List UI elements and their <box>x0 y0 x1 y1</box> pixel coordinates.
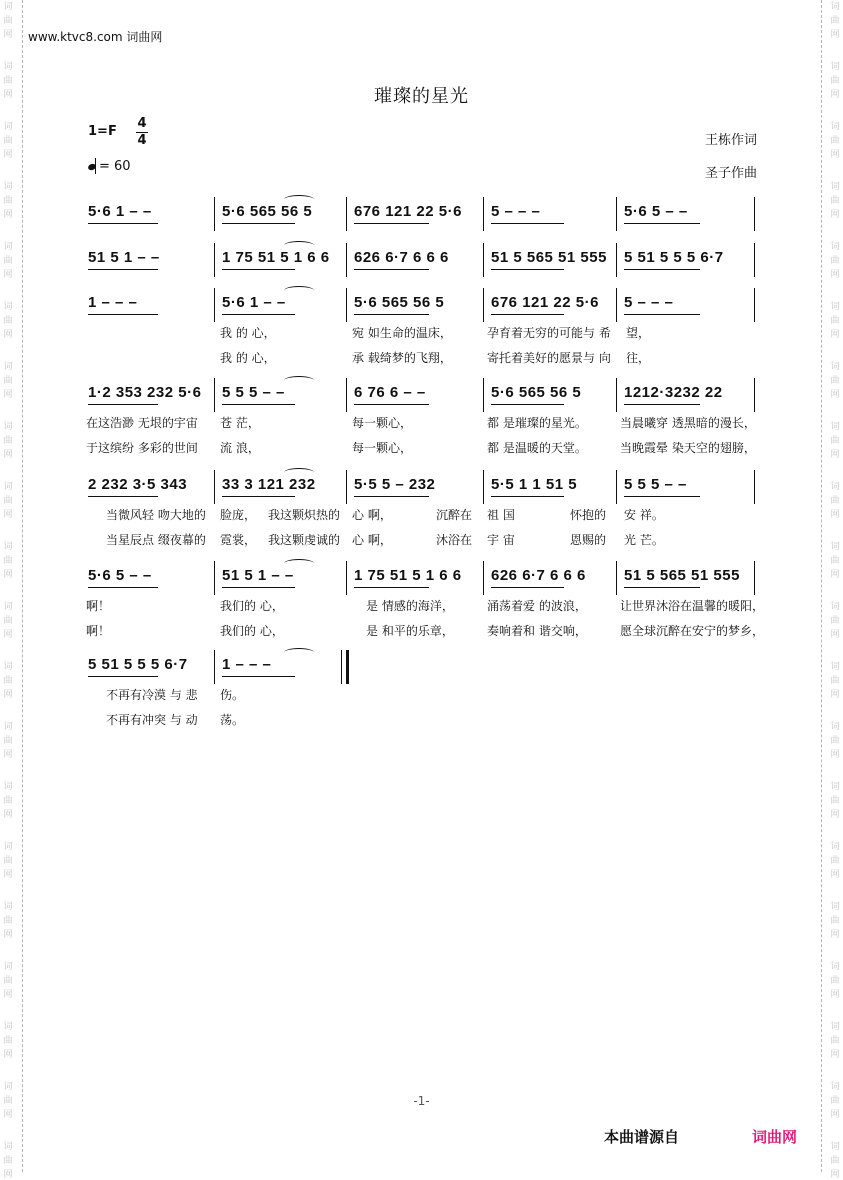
watermark-char: 曲 <box>830 1036 840 1046</box>
measure: 626 6·7 6 6 6 <box>354 249 449 266</box>
lyric-fragment: 啊！ <box>86 599 111 613</box>
lyric-fragment: 当星辰点 缀夜幕的 <box>106 533 206 547</box>
watermark-char: 网 <box>830 150 840 160</box>
lyric-fragment: 我这颗炽热的 <box>268 508 341 522</box>
beam-line <box>88 314 158 315</box>
watermark-char: 网 <box>830 1170 840 1180</box>
watermark-char: 网 <box>3 150 13 160</box>
barline <box>754 197 755 231</box>
measure: 5·6 1 – – <box>222 294 286 311</box>
measure: 676 121 22 5·6 <box>491 294 599 311</box>
measure: 5·6 565 56 5 <box>491 384 582 401</box>
watermark-char: 词 <box>830 1022 840 1032</box>
slur-arc <box>284 468 314 477</box>
watermark-char: 曲 <box>830 1156 840 1166</box>
credits <box>705 124 757 190</box>
barline <box>754 243 755 277</box>
measure: 5·5 5 – 232 <box>354 476 436 493</box>
key-signature: 1=F <box>88 124 117 139</box>
beam-line <box>491 269 564 270</box>
lyric-fragment: 让世界沐浴在温馨的暖阳， <box>620 599 765 613</box>
watermark-char: 曲 <box>830 16 840 26</box>
barline <box>214 243 215 277</box>
watermark-char: 曲 <box>3 136 13 146</box>
time-signature-bottom: 4 <box>137 133 147 148</box>
site-url[interactable]: www.ktvc8.com 词曲网 <box>28 30 163 44</box>
watermark-char: 曲 <box>830 256 840 266</box>
barline <box>214 470 215 504</box>
footer-source: 本曲谱源自 <box>604 1128 680 1146</box>
watermark-char: 曲 <box>830 676 840 686</box>
watermark-char: 网 <box>830 30 840 40</box>
measure: 5 – – – <box>624 294 674 311</box>
watermark-char: 网 <box>3 450 13 460</box>
watermark-char: 词 <box>3 182 13 192</box>
watermark-char: 词 <box>830 302 840 312</box>
watermark-char: 曲 <box>830 196 840 206</box>
watermark-char: 曲 <box>3 976 13 986</box>
lyric-fragment: 啊！ <box>86 624 111 638</box>
watermark-char: 网 <box>830 390 840 400</box>
watermark-char: 词 <box>3 1142 13 1152</box>
watermark-char: 词 <box>830 962 840 972</box>
barline <box>754 378 755 412</box>
lyric-fragment: 望， <box>626 326 651 340</box>
watermark-char: 词 <box>830 182 840 192</box>
watermark-char: 曲 <box>830 436 840 446</box>
lyric-fragment: 在这浩渺 无垠的宇宙 <box>86 416 198 430</box>
watermark-char: 网 <box>3 1170 13 1180</box>
watermark-char: 曲 <box>3 1036 13 1046</box>
measure: 1 – – – <box>88 294 138 311</box>
song-title: 璀璨的星光 <box>374 86 469 107</box>
watermark-char: 曲 <box>830 316 840 326</box>
watermark-char: 词 <box>830 542 840 552</box>
lyric-fragment: 沉醉在 <box>436 508 473 522</box>
barline <box>616 561 617 595</box>
watermark-char: 曲 <box>3 916 13 926</box>
watermark-char: 网 <box>3 990 13 1000</box>
watermark-char: 词 <box>3 122 13 132</box>
measure: 5·6 5 – – <box>88 567 152 584</box>
lyric-fragment: 每一颗心， <box>352 441 413 455</box>
watermark-char: 词 <box>830 722 840 732</box>
watermark-char: 词 <box>3 62 13 72</box>
lyric-fragment: 孕育着无穷的可能与 希 <box>487 326 611 340</box>
lyric-fragment: 寄托着美好的愿景与 向 <box>487 351 611 365</box>
watermark-char: 曲 <box>3 376 13 386</box>
watermark-char: 网 <box>3 390 13 400</box>
lyric-fragment: 沐浴在 <box>436 533 473 547</box>
barline <box>483 243 484 277</box>
barline <box>483 197 484 231</box>
lyric-fragment: 不再有冷漠 与 悲 <box>106 688 198 702</box>
watermark-char: 曲 <box>830 136 840 146</box>
beam-line <box>354 496 429 497</box>
beam-line <box>624 269 700 270</box>
beam-line <box>354 404 429 405</box>
lyric-fragment: 我 的 心， <box>220 326 276 340</box>
watermark-char: 网 <box>3 750 13 760</box>
beam-line <box>222 223 295 224</box>
measure: 5 – – – <box>491 203 541 220</box>
watermark-char: 网 <box>3 1050 13 1060</box>
watermark-char: 曲 <box>830 616 840 626</box>
beam-line <box>88 676 158 677</box>
watermark-char: 网 <box>3 510 13 520</box>
measure: 5·5 1 1 51 5 <box>491 476 578 493</box>
lyric-fragment: 我这颗虔诚的 <box>268 533 341 547</box>
time-signature-top: 4 <box>137 116 147 131</box>
barline <box>346 470 347 504</box>
staff-row <box>0 249 843 279</box>
barline <box>346 243 347 277</box>
lyric-fragment: 每一颗心， <box>352 416 413 430</box>
watermark-char: 网 <box>3 330 13 340</box>
final-barline-thin <box>341 650 342 684</box>
composer: 圣子作曲 <box>704 166 757 181</box>
beam-line <box>88 404 158 405</box>
watermark-char: 曲 <box>830 1096 840 1106</box>
watermark-char: 词 <box>3 362 13 372</box>
beam-line <box>222 314 295 315</box>
watermark-char: 网 <box>830 450 840 460</box>
barline <box>214 288 215 322</box>
lyric-fragment: 当晨曦穿 透黑暗的漫长， <box>620 416 756 430</box>
watermark-char: 词 <box>830 1082 840 1092</box>
beam-line <box>222 404 295 405</box>
watermark-char: 曲 <box>3 76 13 86</box>
barline <box>616 197 617 231</box>
watermark-char: 曲 <box>3 1156 13 1166</box>
watermark-char: 词 <box>3 1022 13 1032</box>
measure: 5 5 5 – – <box>624 476 687 493</box>
barline <box>483 470 484 504</box>
lyric-fragment: 我们的 心， <box>220 599 284 613</box>
measure: 1 – – – <box>222 656 272 673</box>
barline <box>346 378 347 412</box>
watermark-char: 词 <box>3 662 13 672</box>
beam-line <box>88 269 158 270</box>
beam-line <box>222 269 295 270</box>
watermark-char: 词 <box>830 62 840 72</box>
measure: 1212·3232 22 <box>624 384 723 401</box>
watermark-char: 词 <box>3 2 13 12</box>
measure: 2 232 3·5 343 <box>88 476 188 493</box>
beam-line <box>491 404 564 405</box>
watermark-char: 网 <box>3 630 13 640</box>
lyric-fragment: 心 啊， <box>352 533 392 547</box>
watermark-char: 曲 <box>3 436 13 446</box>
measure: 6 76 6 – – <box>354 384 426 401</box>
lyric-fragment: 都 是璀璨的星光。 <box>487 416 587 430</box>
watermark-char: 词 <box>3 482 13 492</box>
watermark-char: 网 <box>830 630 840 640</box>
lyric-fragment: 流 浪， <box>220 441 260 455</box>
barline <box>616 470 617 504</box>
slur-arc <box>284 648 314 657</box>
beam-line <box>624 314 700 315</box>
watermark-char: 词 <box>3 542 13 552</box>
lyric-fragment: 承 载绮梦的飞翔， <box>352 351 452 365</box>
lyric-fragment: 怀抱的 <box>570 508 607 522</box>
measure: 5 51 5 5 5 6·7 <box>88 656 188 673</box>
footer-brand[interactable]: 词曲网 <box>752 1128 798 1146</box>
watermark-char: 网 <box>3 90 13 100</box>
watermark-char: 词 <box>3 302 13 312</box>
beam-line <box>222 496 295 497</box>
lyric-fragment: 苍 茫， <box>220 416 260 430</box>
watermark-char: 网 <box>830 690 840 700</box>
watermark-char: 曲 <box>830 736 840 746</box>
watermark-char: 曲 <box>3 676 13 686</box>
slur-arc <box>284 241 314 250</box>
watermark-char: 曲 <box>830 556 840 566</box>
slur-arc <box>284 376 314 385</box>
measure: 676 121 22 5·6 <box>354 203 462 220</box>
staff-row <box>0 203 843 233</box>
lyric-fragment: 我 的 心， <box>220 351 276 365</box>
beam-line <box>222 587 295 588</box>
beam-line <box>354 269 429 270</box>
beam-line <box>88 223 158 224</box>
lyric-fragment: 愿全球沉醉在安宁的梦乡， <box>620 624 765 638</box>
lyric-fragment: 恩赐的 <box>570 533 607 547</box>
barline <box>616 378 617 412</box>
staff-row <box>0 476 843 506</box>
watermark-char: 词 <box>3 842 13 852</box>
watermark-char: 网 <box>830 930 840 940</box>
watermark-char: 曲 <box>830 796 840 806</box>
watermark-char: 词 <box>3 422 13 432</box>
lyric-fragment: 宇 宙 <box>487 533 515 547</box>
tempo-value: = 60 <box>99 159 131 174</box>
beam-line <box>354 314 429 315</box>
beam-line <box>624 496 700 497</box>
watermark-char: 词 <box>830 242 840 252</box>
watermark-char: 词 <box>830 902 840 912</box>
measure: 1 75 51 5 1 6 6 <box>354 567 462 584</box>
lyric-fragment: 是 情感的海洋， <box>366 599 454 613</box>
barline <box>346 561 347 595</box>
beam-line <box>624 404 700 405</box>
lyric-fragment: 安 祥。 <box>624 508 664 522</box>
slur-arc <box>284 195 314 204</box>
watermark-char: 词 <box>3 962 13 972</box>
beam-line <box>624 587 700 588</box>
watermark-char: 曲 <box>3 316 13 326</box>
barline <box>616 243 617 277</box>
beam-line <box>354 587 429 588</box>
staff-row <box>0 567 843 597</box>
measure: 51 5 565 51 555 <box>624 567 740 584</box>
watermark-char: 曲 <box>3 1096 13 1106</box>
barline <box>346 197 347 231</box>
lyric-fragment: 涌荡着爱 的波浪， <box>487 599 587 613</box>
beam-line <box>88 496 158 497</box>
watermark-char: 曲 <box>3 196 13 206</box>
barline <box>483 288 484 322</box>
staff-row <box>0 384 843 414</box>
lyric-fragment: 不再有冲突 与 动 <box>106 713 198 727</box>
barline <box>346 650 349 684</box>
watermark-char: 曲 <box>3 856 13 866</box>
watermark-char: 网 <box>830 570 840 580</box>
watermark-char: 词 <box>830 782 840 792</box>
beam-line <box>354 223 429 224</box>
watermark-char: 网 <box>3 1110 13 1120</box>
lyric-fragment: 我们的 心， <box>220 624 284 638</box>
watermark-char: 网 <box>830 330 840 340</box>
watermark-char: 网 <box>3 810 13 820</box>
watermark-char: 曲 <box>830 376 840 386</box>
watermark-char: 曲 <box>830 76 840 86</box>
lyric-fragment: 奏响着和 谐交响， <box>487 624 587 638</box>
watermark-char: 曲 <box>3 16 13 26</box>
time-signature <box>136 117 148 148</box>
watermark-char: 网 <box>3 690 13 700</box>
watermark-char: 网 <box>3 30 13 40</box>
lyricist: 王栋作词 <box>704 133 757 148</box>
watermark-char: 词 <box>830 602 840 612</box>
staff-row <box>0 294 843 324</box>
watermark-char: 网 <box>3 570 13 580</box>
lyric-fragment: 光 芒。 <box>624 533 664 547</box>
watermark-char: 曲 <box>3 616 13 626</box>
lyric-fragment: 心 啊， <box>352 508 392 522</box>
lyric-fragment: 于这缤纷 多彩的世间 <box>86 441 198 455</box>
watermark-char: 网 <box>830 90 840 100</box>
watermark-char: 网 <box>3 270 13 280</box>
watermark-char: 词 <box>830 482 840 492</box>
watermark-char: 网 <box>830 510 840 520</box>
watermark-char: 词 <box>830 122 840 132</box>
watermark-char: 网 <box>830 210 840 220</box>
measure: 5 5 5 – – <box>222 384 285 401</box>
watermark-char: 词 <box>830 2 840 12</box>
watermark-char: 网 <box>830 270 840 280</box>
watermark-char: 曲 <box>830 856 840 866</box>
lyric-fragment: 当微风轻 吻大地的 <box>106 508 206 522</box>
measure: 51 5 1 – – <box>222 567 294 584</box>
measure: 51 5 1 – – <box>88 249 160 266</box>
beam-line <box>491 587 564 588</box>
barline <box>214 197 215 231</box>
beam-line <box>624 223 700 224</box>
measure: 1·2 353 232 5·6 <box>88 384 202 401</box>
lyric-fragment: 当晚霞晕 染天空的翅膀， <box>620 441 756 455</box>
watermark-char: 曲 <box>830 496 840 506</box>
page-number: -1- <box>413 1094 430 1108</box>
barline <box>754 470 755 504</box>
barline <box>483 561 484 595</box>
tempo-marking <box>88 158 131 174</box>
watermark-char: 曲 <box>830 976 840 986</box>
slur-arc <box>284 286 314 295</box>
measure: 5·6 565 56 5 <box>222 203 313 220</box>
watermark-char: 词 <box>830 362 840 372</box>
measure: 1 75 51 5 1 6 6 <box>222 249 330 266</box>
lyric-fragment: 伤。 <box>220 688 245 702</box>
watermark-char: 曲 <box>3 796 13 806</box>
lyric-fragment: 霓裳， <box>220 533 257 547</box>
beam-line <box>491 314 564 315</box>
lyric-fragment: 荡。 <box>220 713 245 727</box>
watermark-char: 曲 <box>830 916 840 926</box>
watermark-char: 曲 <box>3 256 13 266</box>
measure: 5 51 5 5 5 6·7 <box>624 249 724 266</box>
watermark-char: 词 <box>3 722 13 732</box>
watermark-char: 网 <box>830 750 840 760</box>
barline <box>214 378 215 412</box>
watermark-char: 网 <box>3 930 13 940</box>
watermark-char: 网 <box>830 870 840 880</box>
beam-line <box>491 223 564 224</box>
watermark-char: 词 <box>3 902 13 912</box>
watermark-char: 网 <box>830 810 840 820</box>
lyric-fragment: 脸庞， <box>220 508 257 522</box>
lyric-fragment: 是 和平的乐章， <box>366 624 454 638</box>
watermark-char: 网 <box>830 1110 840 1120</box>
watermark-char: 词 <box>3 782 13 792</box>
watermark-char: 词 <box>3 602 13 612</box>
watermark-char: 曲 <box>3 496 13 506</box>
watermark-char: 词 <box>830 842 840 852</box>
lyric-fragment: 都 是温暖的天堂。 <box>487 441 587 455</box>
watermark-char: 曲 <box>3 736 13 746</box>
watermark-char: 词 <box>830 422 840 432</box>
beam-line <box>491 496 564 497</box>
watermark-char: 词 <box>3 1082 13 1092</box>
barline <box>483 378 484 412</box>
watermark-char: 网 <box>830 1050 840 1060</box>
slur-arc <box>284 559 314 568</box>
barline <box>214 650 215 684</box>
measure: 5·6 1 – – <box>88 203 152 220</box>
beam-line <box>88 587 158 588</box>
watermark-char: 网 <box>830 990 840 1000</box>
measure: 5·6 565 56 5 <box>354 294 445 311</box>
measure: 626 6·7 6 6 6 <box>491 567 586 584</box>
beam-line <box>222 676 295 677</box>
lyric-fragment: 往， <box>626 351 651 365</box>
lyric-fragment: 宛 如生命的温床， <box>352 326 452 340</box>
barline <box>754 561 755 595</box>
measure: 51 5 565 51 555 <box>491 249 607 266</box>
lyric-fragment: 祖 国 <box>487 508 515 522</box>
measure: 33 3 121 232 <box>222 476 316 493</box>
watermark-char: 词 <box>3 242 13 252</box>
barline <box>754 288 755 322</box>
barline <box>616 288 617 322</box>
measure: 5·6 5 – – <box>624 203 688 220</box>
watermark-char: 网 <box>3 870 13 880</box>
barline <box>346 288 347 322</box>
watermark-char: 词 <box>830 1142 840 1152</box>
staff-row <box>0 656 843 686</box>
watermark-char: 词 <box>830 662 840 672</box>
watermark-char: 网 <box>3 210 13 220</box>
watermark-char: 曲 <box>3 556 13 566</box>
barline <box>214 561 215 595</box>
